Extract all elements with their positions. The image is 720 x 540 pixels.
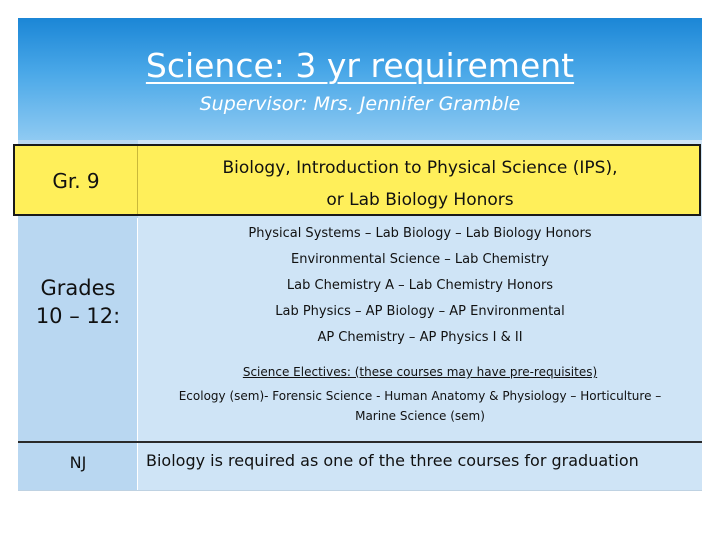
nj-requirement-bold: Biology <box>146 451 206 470</box>
grade9-label: Gr. 9 <box>52 169 100 193</box>
row-divider <box>18 441 702 443</box>
electives-line1: Ecology (sem)- Forensic Science - Human Anatomy & Physiology – Horticulture – <box>178 389 662 403</box>
course-line: Lab Physics – AP Biology – AP Environmental <box>275 304 565 319</box>
course-line: Physical Systems – Lab Biology – Lab Biology Honors <box>248 226 592 241</box>
course-line: Lab Chemistry A – Lab Chemistry Honors <box>286 278 554 293</box>
slide-subtitle: Supervisor: Mrs. Jennifer Gramble <box>199 93 521 115</box>
electives-line2: Marine Science (sem) <box>355 409 485 423</box>
slide-title: Science: 3 yr requirement <box>145 46 575 85</box>
grade9-courses <box>140 152 700 216</box>
nj-requirement <box>146 451 639 470</box>
grade9-courses-line1: Biology, Introduction to Physical Science (IPS), <box>222 158 618 178</box>
electives-heading: Science Electives: (these courses may have pre-requisites) <box>242 365 598 379</box>
nj-requirement-rest: is required as one of the three courses for graduation <box>205 451 639 470</box>
grade9-column-divider <box>137 146 138 214</box>
grades10-12-label-line1: Grades <box>40 276 116 300</box>
grades10-12-course-list <box>140 221 700 351</box>
course-line: AP Chemistry – AP Physics I & II <box>317 330 523 345</box>
electives-list <box>140 386 700 426</box>
nj-label: NJ <box>69 453 87 472</box>
column-divider <box>137 218 138 490</box>
table-bottom-border <box>18 490 702 491</box>
grade9-courses-line2: or Lab Biology Honors <box>326 190 514 210</box>
grades10-12-label <box>18 274 138 330</box>
grades10-12-label-line2: 10 – 12: <box>35 304 121 328</box>
course-line: Environmental Science – Lab Chemistry <box>291 252 549 267</box>
